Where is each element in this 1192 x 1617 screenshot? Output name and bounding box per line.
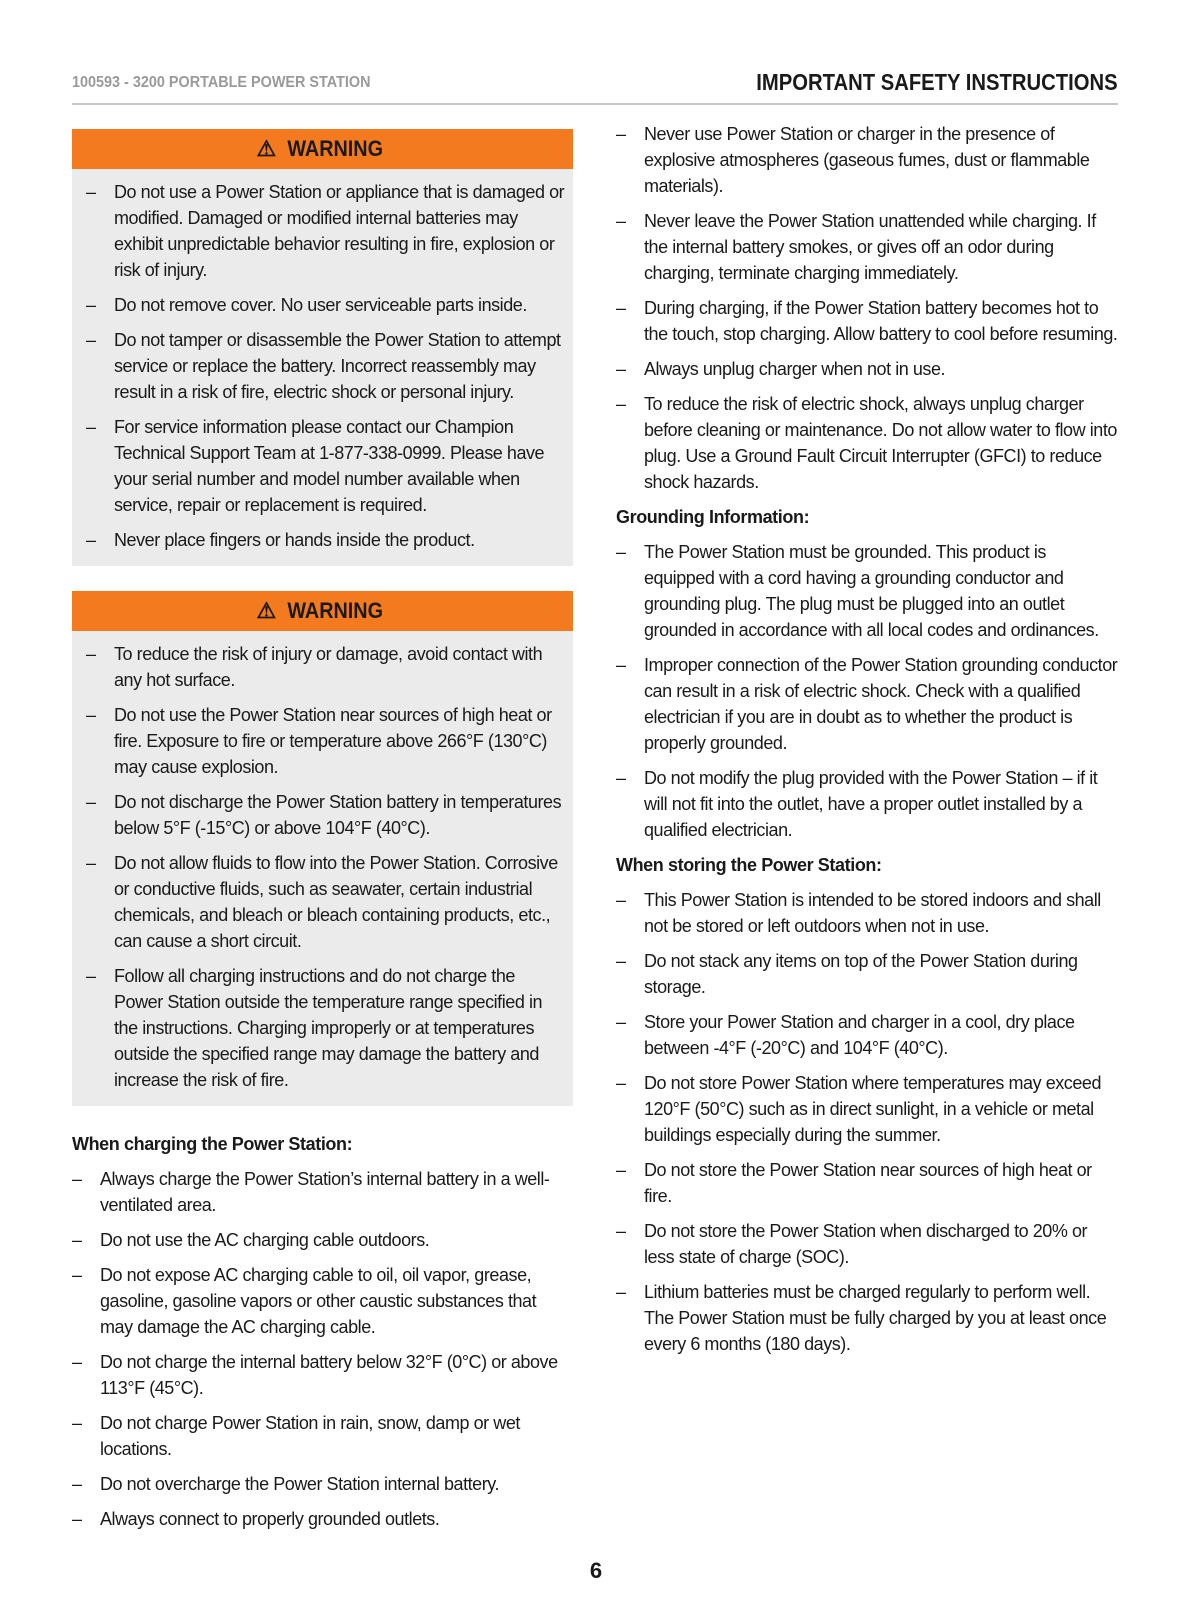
list-item-text: Do not stack any items on top of the Power Station during storage. (644, 951, 1078, 997)
list-item-text: Do not store the Power Station near sources of high heat or fire. (644, 1160, 1092, 1206)
grounding-list (616, 539, 1118, 843)
list-item (616, 1070, 1118, 1148)
list-item (72, 1410, 573, 1462)
dash-bullet: – (72, 1265, 82, 1285)
list-item (72, 1471, 573, 1497)
list-item-text: Do not store Power Station where temperatures may exceed 120°F (50°C) such as in direct sunlight, in a vehicle or metal buildings especially during the summer. (644, 1073, 1102, 1145)
dash-bullet: – (616, 655, 626, 675)
list-item-text: Do not modify the plug provided with the Power Station – if it will not fit into the outlet, have a proper outlet installed by a qualified electrician. (644, 768, 1098, 840)
dash-bullet: – (616, 1221, 626, 1241)
list-item (616, 948, 1118, 1000)
warning-list (86, 179, 573, 553)
list-item (616, 356, 1118, 382)
dash-bullet: – (616, 1012, 626, 1032)
list-item-text: Do not expose AC charging cable to oil, oil vapor, grease, gasoline, gasoline vapors or other caustic substances that may damage the AC charging cable. (100, 1265, 537, 1337)
list-item-text: To reduce the risk of injury or damage, avoid contact with any hot surface. (114, 644, 543, 690)
dash-bullet: – (616, 951, 626, 971)
charging-heading: When charging the Power Station: (72, 1134, 353, 1154)
list-item (86, 414, 573, 518)
dash-bullet: – (616, 542, 626, 562)
list-item (86, 702, 573, 780)
grounding-heading: Grounding Information: (616, 507, 810, 527)
list-item (86, 789, 573, 841)
list-item (86, 292, 573, 318)
list-item (616, 1157, 1118, 1209)
list-item-text: Follow all charging instructions and do not charge the Power Station outside the temperature range specified in the instructions. Charging improperly or at temperatures outside the specified range may damage the battery and increase the risk of fire. (114, 966, 543, 1090)
dash-bullet: – (86, 853, 96, 873)
list-item-text: During charging, if the Power Station battery becomes hot to the touch, stop charging. Allow battery to cool before resuming. (644, 298, 1118, 344)
dash-bullet: – (616, 124, 626, 144)
list-item-text: Lithium batteries must be charged regularly to perform well. The Power Station must be fully charged by you at least once every 6 months (180 days). (644, 1282, 1107, 1354)
list-item (86, 641, 573, 693)
list-item (72, 1349, 573, 1401)
dash-bullet: – (72, 1509, 82, 1529)
dash-bullet: – (86, 705, 96, 725)
charging-continued-list (616, 121, 1118, 495)
list-item-text: Do not overcharge the Power Station internal battery. (100, 1474, 500, 1494)
warning-triangle-icon: ⚠ (256, 598, 277, 623)
list-item (616, 887, 1118, 939)
storing-heading: When storing the Power Station: (616, 855, 882, 875)
warning-box (72, 129, 573, 566)
page-number: 6 (589, 1558, 603, 1583)
dash-bullet: – (616, 359, 626, 379)
storing-list (616, 887, 1118, 1357)
dash-bullet: – (616, 298, 626, 318)
dash-bullet: – (616, 211, 626, 231)
list-item (616, 208, 1118, 286)
dash-bullet: – (616, 1073, 626, 1093)
list-item-text: This Power Station is intended to be stored indoors and shall not be stored or left outdoors when not in use. (644, 890, 1101, 936)
dash-bullet: – (72, 1474, 82, 1494)
page-header (72, 68, 1118, 105)
list-item-text: To reduce the risk of electric shock, always unplug charger before cleaning or maintenance. Do not allow water to flow into plug. Use a Ground Fault Circuit Interrupter (GFCI) to reduce shock hazards. (644, 394, 1117, 492)
list-item-text: For service information please contact our Champion Technical Support Team at 1-877-338-0999. Please have your serial number and model number available when service, repair or replacement is required. (114, 417, 545, 515)
list-item-text: Do not discharge the Power Station battery in temperatures below 5°F (-15°C) or above 104°F (40°C). (114, 792, 562, 838)
dash-bullet: – (86, 330, 96, 350)
list-item-text: Do not tamper or disassemble the Power Station to attempt service or replace the battery. Incorrect reassembly may result in a risk of fire, electric shock or personal injury. (114, 330, 561, 402)
list-item-text: Do not use the Power Station near sources of high heat or fire. Exposure to fire or temperature above 266°F (130°C) may cause explosion. (114, 705, 552, 777)
list-item (72, 1262, 573, 1340)
section-title: IMPORTANT SAFETY INSTRUCTIONS (756, 69, 1118, 95)
warning-header (72, 591, 573, 631)
warning-list (86, 641, 573, 1093)
list-item-text: Always unplug charger when not in use. (644, 359, 946, 379)
dash-bullet: – (86, 182, 96, 202)
list-item-text: Never place fingers or hands inside the product. (114, 530, 475, 550)
dash-bullet: – (86, 417, 96, 437)
dash-bullet: – (616, 1282, 626, 1302)
warning-title: WARNING (287, 136, 384, 161)
dash-bullet: – (72, 1230, 82, 1250)
list-item (616, 539, 1118, 643)
list-item (86, 527, 573, 553)
dash-bullet: – (86, 530, 96, 550)
list-item (616, 765, 1118, 843)
list-item-text: Never use Power Station or charger in the presence of explosive atmospheres (gaseous fumes, dust or flammable materials). (644, 124, 1090, 196)
warning-box (72, 591, 573, 1106)
list-item (616, 1279, 1118, 1357)
list-item-text: Do not charge the internal battery below 32°F (0°C) or above 113°F (45°C). (100, 1352, 558, 1398)
dash-bullet: – (72, 1352, 82, 1372)
dash-bullet: – (616, 1160, 626, 1180)
list-item (86, 327, 573, 405)
dash-bullet: – (86, 966, 96, 986)
warning-triangle-icon: ⚠ (256, 136, 277, 161)
warning-title: WARNING (287, 598, 384, 623)
list-item (616, 1009, 1118, 1061)
list-item-text: Do not store the Power Station when discharged to 20% or less state of charge (SOC). (644, 1221, 1088, 1267)
dash-bullet: – (616, 768, 626, 788)
right-column (616, 121, 1118, 1366)
list-item-text: Store your Power Station and charger in a cool, dry place between -4°F (-20°C) and 104°F (40°C). (644, 1012, 1075, 1058)
document-id: 100593 - 3200 PORTABLE POWER STATION (72, 74, 371, 91)
list-item-text: Do not use a Power Station or appliance that is damaged or modified. Damaged or modified internal batteries may exhibit unpredictable behavior resulting in fire, explosion or risk of injury. (114, 182, 565, 280)
dash-bullet: – (86, 295, 96, 315)
list-item-text: Do not remove cover. No user serviceable parts inside. (114, 295, 527, 315)
list-item (616, 391, 1118, 495)
list-item (72, 1227, 573, 1253)
list-item (86, 850, 573, 954)
list-item (86, 963, 573, 1093)
list-item (616, 295, 1118, 347)
list-item-text: Do not use the AC charging cable outdoors. (100, 1230, 430, 1250)
list-item-text: The Power Station must be grounded. This product is equipped with a cord having a grounding conductor and grounding plug. The plug must be plugged into an outlet grounded in accordance with all local codes and ordinances. (644, 542, 1099, 640)
charging-list (72, 1166, 573, 1532)
list-item (72, 1506, 573, 1532)
list-item-text: Do not charge Power Station in rain, snow, damp or wet locations. (100, 1413, 520, 1459)
list-item-text: Always connect to properly grounded outlets. (100, 1509, 440, 1529)
dash-bullet: – (86, 792, 96, 812)
dash-bullet: – (616, 890, 626, 910)
list-item-text: Never leave the Power Station unattended while charging. If the internal battery smokes, or gives off an odor during charging, terminate charging immediately. (644, 211, 1096, 283)
list-item (616, 1218, 1118, 1270)
list-item (86, 179, 573, 283)
list-item-text: Always charge the Power Station’s internal battery in a well-ventilated area. (100, 1169, 550, 1215)
dash-bullet: – (616, 394, 626, 414)
list-item (616, 121, 1118, 199)
list-item (72, 1166, 573, 1218)
list-item-text: Improper connection of the Power Station grounding conductor can result in a risk of electric shock. Check with a qualified electrician if you are in doubt as to whether the product is properly grounded. (644, 655, 1118, 753)
dash-bullet: – (72, 1169, 82, 1189)
list-item-text: Do not allow fluids to flow into the Power Station. Corrosive or conductive fluids, such as seawater, certain industrial chemicals, and bleach or bleach containing products, etc., can cause a short circuit. (114, 853, 558, 951)
warning-header (72, 129, 573, 169)
dash-bullet: – (86, 644, 96, 664)
list-item (616, 652, 1118, 756)
left-column (72, 129, 573, 1541)
dash-bullet: – (72, 1413, 82, 1433)
